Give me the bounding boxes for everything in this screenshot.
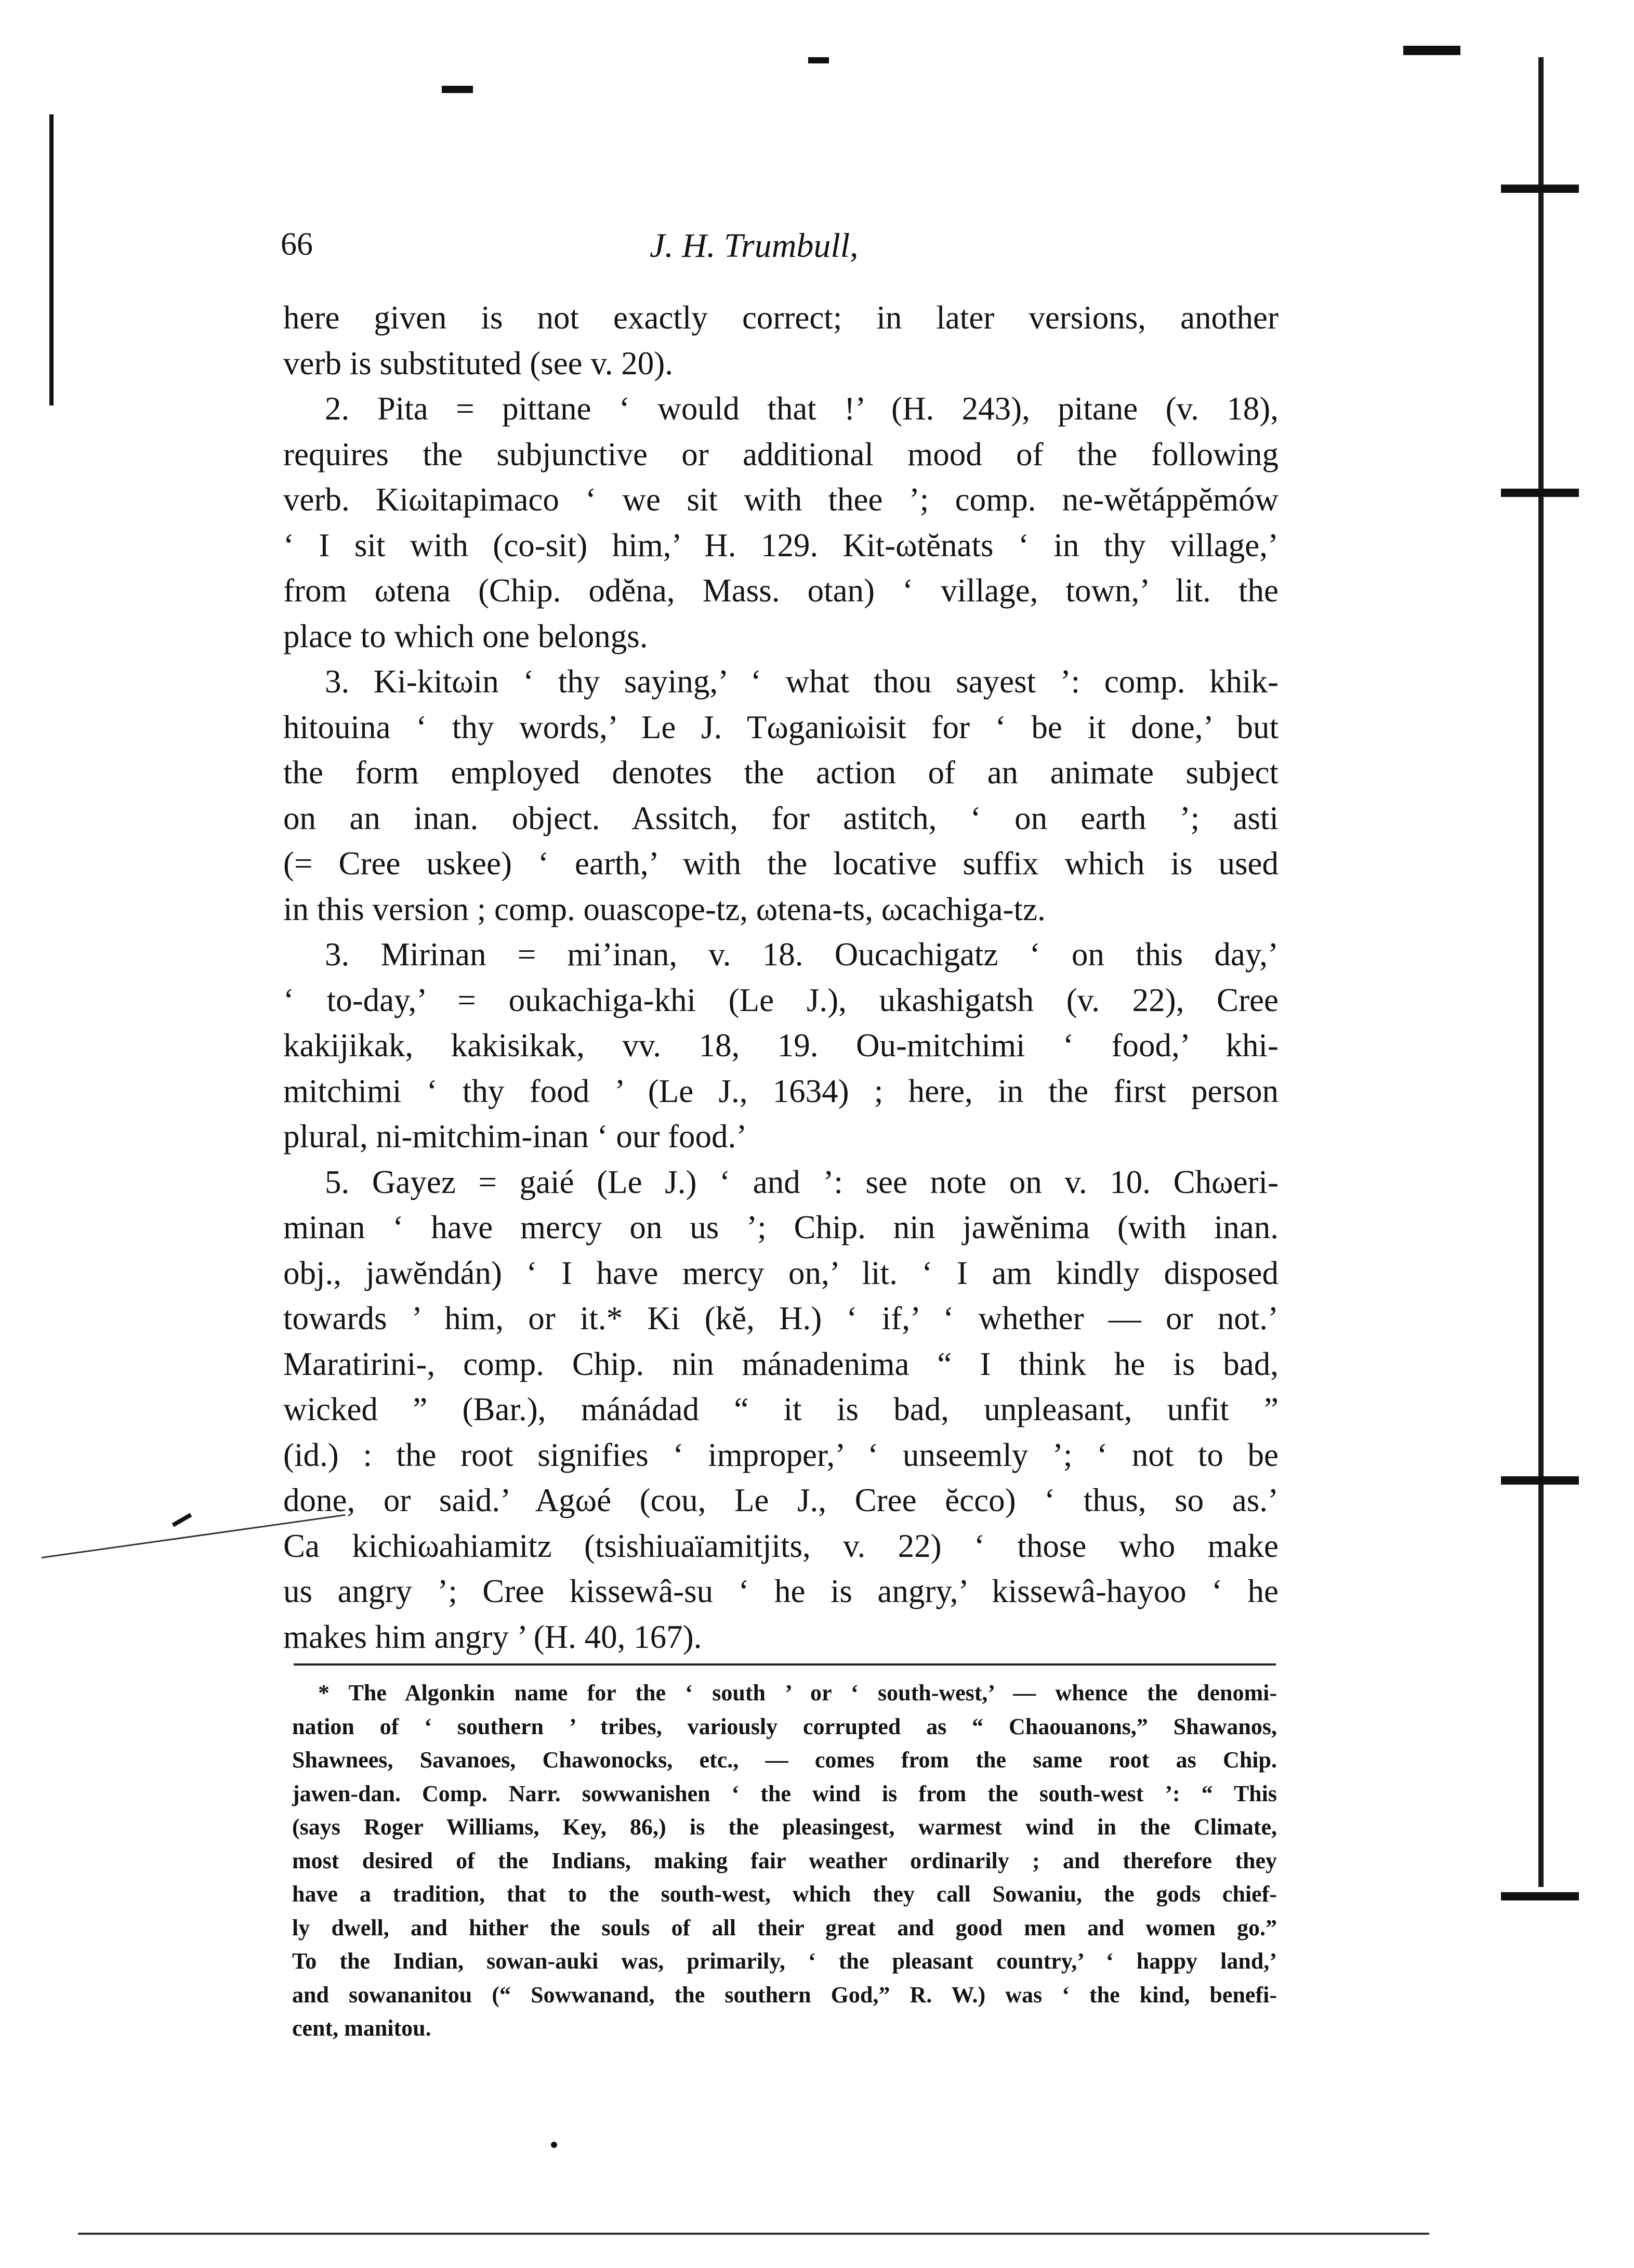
body-line: mitchimi ‘ thy food ’ (Le J., 1634) ; here, in the first person xyxy=(283,1072,1279,1109)
footnote-line: cent, manitou. xyxy=(292,2015,431,2041)
body-line: 2. Pita = pittane ‘ would that !’ (H. 243), pitane (v. 18), xyxy=(325,390,1279,427)
body-line: minan ‘ have mercy on us ’; Chip. nin jawĕnima (with inan. xyxy=(283,1209,1279,1246)
body-line: (id.) : the root signifies ‘ improper,’ ‘ unseemly ’; ‘ not to be xyxy=(283,1436,1279,1473)
body-text xyxy=(283,295,1279,1660)
scan-bottom-edge xyxy=(78,2233,1429,2235)
binding-stitch-mark xyxy=(1501,185,1579,193)
scan-corner-mark xyxy=(1403,46,1460,55)
running-head xyxy=(281,226,1279,273)
body-line: 5. Gayez = gaié (Le J.) ‘ and ’: see note on v. 10. Chωeri- xyxy=(325,1163,1279,1200)
body-line: ‘ I sit with (co-sit) him,’ H. 129. Kit-ωtĕnats ‘ in thy village,’ xyxy=(283,527,1279,563)
scan-speck xyxy=(808,57,829,63)
page-number: 66 xyxy=(281,227,313,262)
body-line: place to which one belongs. xyxy=(283,618,648,654)
body-line: verb. Kiωitapimaco ‘ we sit with thee ’; comp. ne-wĕtáppĕmów xyxy=(283,481,1279,518)
scan-binding-edge xyxy=(1538,57,1544,1887)
body-line: in this version ; comp. ouascope-tz, ωtena-ts, ωcachiga-tz. xyxy=(283,890,1046,927)
body-line: requires the subjunctive or additional mood of the following xyxy=(283,436,1279,473)
body-line: plural, ni-mitchim-inan ‘ our food.’ xyxy=(283,1118,747,1155)
running-title: J. H. Trumbull, xyxy=(650,227,859,265)
footnote-line: and sowananitou (“ Sowwanand, the southern God,” R. W.) was ‘ the kind, benefi- xyxy=(292,1982,1277,2008)
body-line: the form employed denotes the action of an animate subject xyxy=(283,754,1279,791)
footnote-line: jawen-dan. Comp. Narr. sowwanishen ‘ the wind is from the south-west ’: “ This xyxy=(292,1780,1277,1806)
body-line: makes him angry ’ (H. 40, 167). xyxy=(283,1618,702,1655)
body-line: towards ’ him, or it.* Ki (kĕ, H.) ‘ if,’ ‘ whether — or not.’ xyxy=(283,1300,1279,1336)
binding-stitch-mark xyxy=(1501,1476,1579,1485)
footnote-line: To the Indian, sowan-auki was, primarily, ‘ the pleasant country,’ ‘ happy land,’ xyxy=(292,1948,1277,1974)
footnote-rule xyxy=(294,1663,1276,1666)
body-line: done, or said.’ Agωé (cou, Le J., Cree ĕcco) ‘ thus, so as.’ xyxy=(283,1482,1279,1518)
body-line: on an inan. object. Assitch, for astitch, ‘ on earth ’; asti xyxy=(283,799,1279,836)
body-line: 3. Ki-kitωin ‘ thy saying,’ ‘ what thou sayest ’: comp. khik- xyxy=(325,663,1279,700)
body-line: here given is not exactly correct; in later versions, another xyxy=(283,299,1279,336)
body-line: verb is substituted (see v. 20). xyxy=(283,345,674,382)
footnote-line: have a tradition, that to the south-west, which they call Sowaniu, the gods chief- xyxy=(292,1881,1277,1907)
scan-margin-mark xyxy=(49,114,54,405)
body-line: Maratirini-, comp. Chip. nin mánadenima “ I think he is bad, xyxy=(283,1345,1279,1382)
binding-stitch-mark xyxy=(1501,489,1579,497)
footnote-line: (says Roger Williams, Key, 86,) is the pleasingest, warmest wind in the Climate, xyxy=(292,1814,1277,1840)
footnote-line: * The Algonkin name for the ‘ south ’ or ‘ south-west,’ — whence the denomi- xyxy=(318,1680,1277,1706)
footnote xyxy=(292,1676,1277,2046)
body-line: from ωtena (Chip. odĕna, Mass. otan) ‘ village, town,’ lit. the xyxy=(283,572,1279,609)
binding-stitch-mark xyxy=(1501,1892,1579,1900)
footnote-line: nation of ‘ southern ’ tribes, variously corrupted as “ Chaouanons,” Shawanos, xyxy=(292,1713,1277,1739)
footnote-line: most desired of the Indians, making fair weather ordinarily ; and therefore they xyxy=(292,1847,1277,1873)
scan-speck xyxy=(442,86,473,93)
body-line: ‘ to-day,’ = oukachiga-khi (Le J.), ukashigatsh (v. 22), Cree xyxy=(283,981,1279,1018)
body-line: us angry ’; Cree kissewâ-su ‘ he is angry,’ kissewâ-hayoo ‘ he xyxy=(283,1573,1279,1609)
scan-speck xyxy=(172,1513,192,1527)
body-line: Ca kichiωahiamitz (tsishiuaïamitjits, v. 22) ‘ those who make xyxy=(283,1527,1279,1564)
footnote-line: ly dwell, and hither the souls of all their great and good men and women go.” xyxy=(292,1915,1277,1941)
body-line: (= Cree uskee) ‘ earth,’ with the locative suffix which is used xyxy=(283,845,1279,882)
body-line: kakijikak, kakisikak, vv. 18, 19. Ou-mitchimi ‘ food,’ khi- xyxy=(283,1027,1279,1064)
footnote-line: Shawnees, Savanoes, Chawonocks, etc., — comes from the same root as Chip. xyxy=(292,1747,1277,1773)
body-line: wicked ” (Bar.), mánádad “ it is bad, unpleasant, unfit ” xyxy=(283,1391,1279,1427)
body-line: 3. Mirinan = mi’inan, v. 18. Oucachigatz ‘ on this day,’ xyxy=(325,936,1279,973)
body-line: obj., jawĕndán) ‘ I have mercy on,’ lit. ‘ I am kindly disposed xyxy=(283,1254,1279,1291)
scan-speck xyxy=(551,2142,557,2148)
body-line: hitouina ‘ thy words,’ Le J. Tωganiωisit for ‘ be it done,’ but xyxy=(283,709,1279,745)
